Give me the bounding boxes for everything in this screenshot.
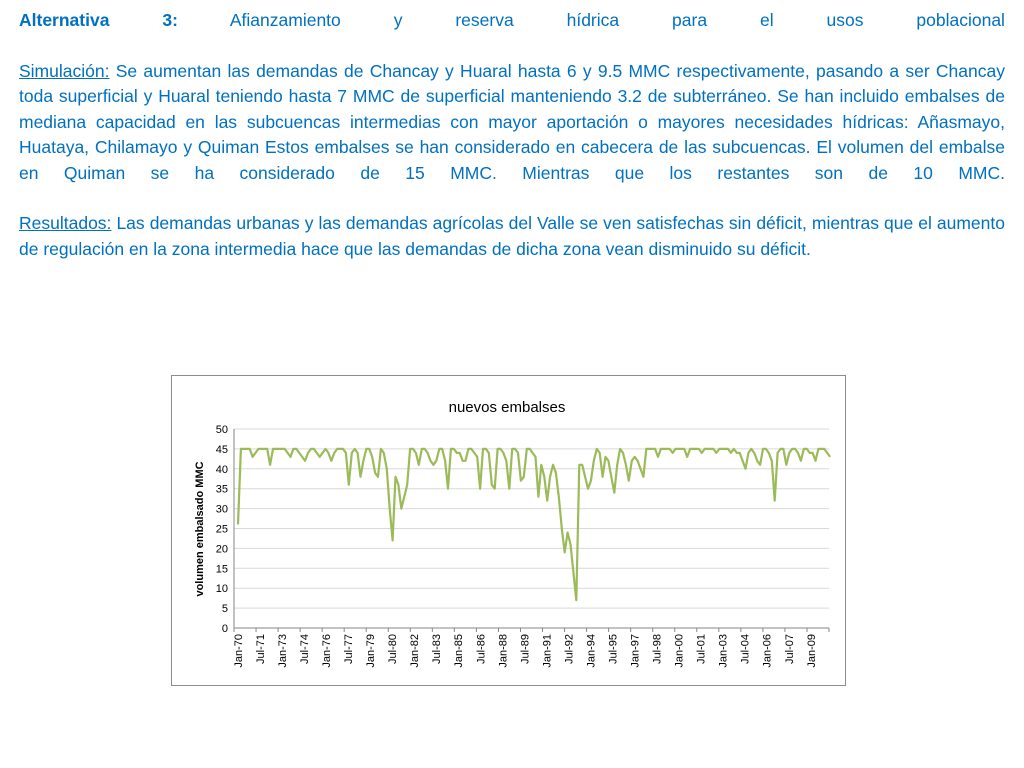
alternativa-heading: [19, 8, 1005, 34]
x-tick-label: Jul-01: [695, 634, 708, 664]
x-tick-label: Jul-86: [475, 634, 488, 664]
y-tick-label: 50: [215, 424, 228, 436]
y-axis-label: volumen embalsado MMC: [194, 461, 206, 597]
y-tick-label: 25: [215, 523, 228, 536]
x-tick-label: Jan-03: [717, 634, 730, 668]
y-tick-label: 20: [215, 543, 228, 556]
simulacion-label: Simulación:: [19, 60, 110, 81]
x-tick-label: Jul-98: [651, 634, 664, 664]
x-tick-label: Jan-85: [453, 634, 466, 668]
x-tick-label: Jul-71: [254, 634, 267, 664]
x-tick-label: Jul-74: [298, 634, 311, 664]
axis-layer: [216, 424, 829, 668]
y-tick-label: 30: [215, 503, 228, 516]
alternativa-word: y: [393, 10, 403, 30]
x-tick-label: Jan-94: [585, 634, 598, 668]
y-tick-label: 10: [215, 583, 228, 596]
x-tick-label: Jul-83: [431, 634, 444, 664]
x-tick-label: Jan-73: [276, 634, 289, 668]
x-tick-label: Jul-80: [387, 634, 400, 664]
y-tick-label: 0: [221, 623, 228, 635]
grid-layer: [234, 429, 829, 628]
alternativa-word: el: [759, 10, 774, 30]
alternativa-word: reserva: [455, 10, 514, 30]
series-line: [238, 449, 830, 600]
resultados-paragraph: [19, 211, 1005, 262]
y-tick-label: 45: [215, 443, 228, 456]
alternativa-word: para: [672, 10, 708, 30]
x-tick-label: Jan-09: [805, 634, 818, 668]
alternativa-word: hídrica: [566, 10, 620, 30]
resultados-text: Las demandas urbanas y las demandas agrícolas del Valle se ven satisfechas sin déficit, mientras que el aumento de regulación en la zona intermedia hace que las demandas de dicha zona vean disminuido su déficit.: [19, 213, 1005, 259]
x-tick-label: Jul-04: [739, 634, 752, 664]
simulacion-text: Se aumentan las demandas de Chancay y Huaral hasta 6 y 9.5 MMC respectivamente, pasando a ser Chancay toda superficial y Huaral teniendo hasta 7 MMC de superficial manteniendo 3.2 de subterráneo. Se han incluido embalses de mediana capacidad en las subcuencas intermedias con mayor aportación o mayores necesidades hídricas: Añasmayo, Huataya, Chilamayo y Quiman Estos embalses se han considerado en cabecera de las subcuencas. El volumen del embalse en Quiman se ha considerado de 15 MMC. Mientras que los restantes son de 10 MMC.: [19, 60, 1005, 183]
y-tick-label: 40: [215, 463, 228, 476]
y-tick-label: 5: [221, 603, 228, 616]
x-tick-label: Jan-70: [232, 634, 245, 668]
simulacion-paragraph: [19, 59, 1005, 187]
y-tick-label: 15: [215, 563, 228, 576]
series-layer: [238, 449, 830, 600]
x-tick-label: Jan-79: [365, 634, 378, 668]
line-chart: [172, 376, 845, 685]
x-tick-label: Jul-92: [563, 634, 576, 664]
x-tick-label: Jan-88: [497, 634, 510, 668]
alternativa-label: Alternativa 3:: [19, 10, 178, 30]
x-tick-label: Jan-82: [409, 634, 422, 668]
x-tick-label: Jan-06: [761, 634, 774, 668]
x-tick-label: Jan-76: [320, 634, 333, 668]
x-tick-label: Jan-97: [629, 634, 642, 668]
x-tick-label: Jan-00: [673, 634, 686, 668]
y-tick-label: 35: [215, 483, 228, 496]
chart-frame: [171, 375, 846, 686]
alternativa-word: Afianzamiento: [229, 10, 341, 30]
text-block: [19, 8, 1005, 262]
chart-title: nuevos embalses: [448, 399, 566, 416]
x-tick-label: Jul-07: [783, 634, 796, 664]
x-tick-label: Jan-91: [541, 634, 554, 668]
alternativa-word: usos: [826, 10, 864, 30]
x-tick-label: Jul-77: [343, 634, 356, 664]
x-tick-label: Jul-89: [519, 634, 532, 664]
alternativa-word: poblacional: [916, 10, 1005, 30]
resultados-label: Resultados:: [19, 213, 112, 233]
x-tick-label: Jul-95: [607, 634, 620, 664]
